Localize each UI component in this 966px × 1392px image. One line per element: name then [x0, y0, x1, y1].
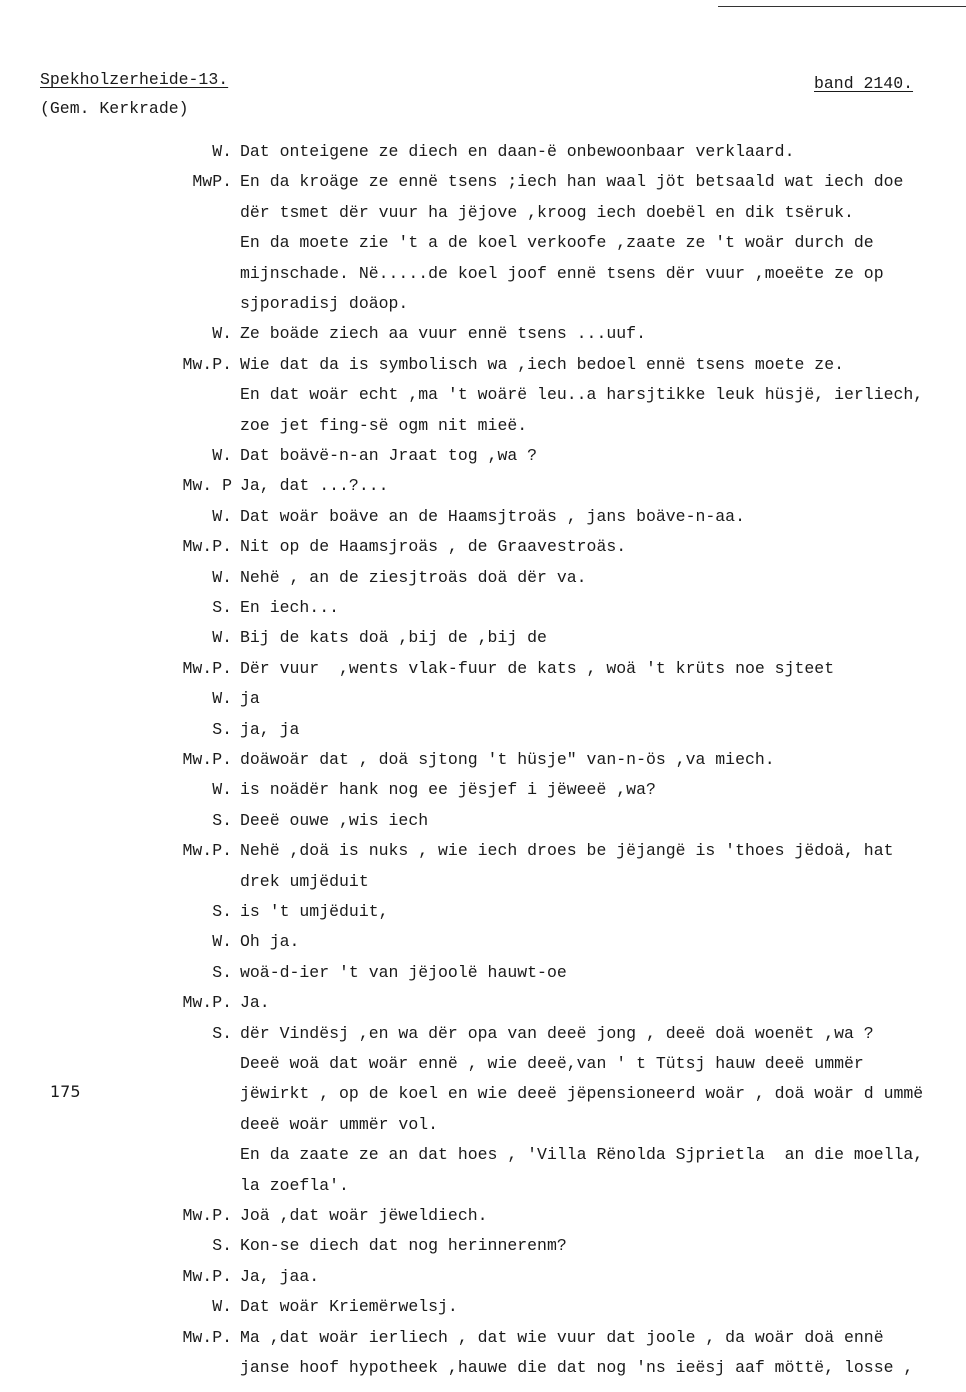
utterance-text: Deeë ouwe ,wis iech [240, 810, 429, 830]
utterance-text: Ja, jaa. [240, 1266, 320, 1286]
utterance-text: is noädër hank nog ee jësjef i jëweeë ,wa? [240, 780, 656, 800]
speaker-label: W. [212, 506, 232, 526]
transcript-line [0, 1022, 966, 1046]
speaker-label: Mw. P [182, 476, 232, 496]
utterance-text: la zoefla'. [240, 1175, 349, 1195]
transcript-line [0, 444, 966, 468]
transcript-line [0, 262, 966, 286]
document-title: Spekholzerheide-13. [40, 70, 229, 89]
speaker-label: W. [212, 932, 232, 952]
speaker-label: W. [212, 689, 232, 709]
transcript-line [0, 322, 966, 346]
transcript-line [0, 1265, 966, 1289]
transcript-line [0, 748, 966, 772]
transcript-line [0, 718, 966, 742]
speaker-label: Mw.P. [182, 1327, 232, 1347]
speaker-label: W. [212, 446, 232, 465]
utterance-text: dër tsmet dër vuur ha jëjove ,kroog iech doebël en dik tsëruk. [240, 202, 854, 222]
utterance-text: Dat boävë-n-an Jraat tog ,wa ? [240, 446, 538, 465]
transcript-line [0, 414, 966, 438]
utterance-text: Nit op de Haamsjroäs , de Graavestroäs. [240, 537, 627, 557]
transcript-line [0, 292, 966, 316]
transcript-line [0, 231, 966, 255]
utterance-text: Nehë ,doä is nuks , wie iech droes be jëjangë is 'thoes jëdoä, hat [240, 841, 894, 861]
transcript-line [0, 778, 966, 802]
speaker-label: Mw.P. [182, 1266, 232, 1286]
utterance-text: En da zaate ze an dat hoes , 'Villa Rënolda Sjprietla an die moella, [240, 1145, 924, 1165]
speaker-label: Mw.P. [182, 1206, 232, 1225]
speaker-label: Mw.P. [182, 841, 232, 861]
speaker-label: Mw.P. [182, 750, 232, 769]
top-rule [718, 6, 966, 7]
utterance-text: Ze boäde ziech aa vuur ennë tsens ...uuf. [240, 324, 646, 344]
speaker-label: Mw.P. [182, 658, 232, 678]
speaker-label: W. [212, 1297, 232, 1317]
utterance-text: jëwirkt , op de koel en wie deeë jëpensioneerd woär , doä woär d ummë [240, 1084, 924, 1104]
transcript-line [0, 1204, 966, 1228]
speaker-label: S. [212, 962, 232, 982]
speaker-label: W. [212, 628, 232, 648]
utterance-text: En da kroäge ze ennë tsens ;iech han waal jöt betsaald wat iech doe [240, 172, 904, 192]
utterance-text: Ma ,dat woär ierliech , dat wie vuur dat joole , da woär doä ennë [240, 1327, 884, 1347]
transcript-line [0, 535, 966, 559]
utterance-text: En iech... [240, 598, 340, 617]
transcript-line [0, 596, 966, 620]
band-number: band 2140. [814, 74, 914, 93]
margin-page-number: 175 [50, 1082, 81, 1101]
transcript-line [0, 566, 966, 590]
utterance-text: deeë woär ummër vol. [240, 1114, 439, 1134]
speaker-label: Mw.P. [182, 354, 232, 374]
speaker-label: Mw.P. [182, 537, 232, 557]
utterance-text: Dat woär Kriemërwelsj. [240, 1297, 458, 1317]
speaker-label: W. [212, 142, 232, 161]
transcript-line [0, 961, 966, 985]
transcript-line [0, 474, 966, 498]
utterance-text: Wie dat da is symbolisch wa ,iech bedoel ennë tsens moete ze. [240, 354, 844, 374]
utterance-text: Nehë , an de ziesjtroäs doä dër va. [240, 567, 587, 587]
transcript-line [0, 839, 966, 863]
utterance-text: is 't umjëduit, [240, 902, 389, 921]
transcript-line [0, 687, 966, 711]
utterance-text: Kon-se diech dat nog herinnerenm? [240, 1236, 567, 1256]
utterance-text: Deeë woä dat woär ennë , wie deeë,van ' t Tütsj hauw deeë ummër [240, 1054, 864, 1073]
speaker-label: W. [212, 780, 232, 800]
transcript-line [0, 170, 966, 194]
transcript-line [0, 1174, 966, 1198]
utterance-text: Oh ja. [240, 932, 300, 952]
transcript-line [0, 1082, 966, 1106]
speaker-label: S. [212, 598, 232, 617]
transcript-line [0, 1052, 966, 1076]
transcript-line [0, 930, 966, 954]
transcript-line [0, 991, 966, 1015]
utterance-text: zoe jet fing-së ogm nit mieë. [240, 415, 528, 435]
utterance-text: Ja, dat ...?... [240, 476, 389, 496]
utterance-text: En dat woär echt ,ma 't woärë leu..a harsjtikke leuk hüsjë, ierliech, [240, 385, 924, 405]
transcript-line [0, 201, 966, 225]
utterance-text: En da moete zie 't a de koel verkoofe ,zaate ze 't woär durch de [240, 233, 874, 253]
transcript-line [0, 1234, 966, 1258]
utterance-text: doäwoär dat , doä sjtong 't hüsje" van-n-ös ,va miech. [240, 750, 775, 769]
utterance-text: Ja. [240, 993, 270, 1013]
transcript-line [0, 1113, 966, 1137]
transcript-line [0, 505, 966, 529]
speaker-label: S. [212, 1236, 232, 1256]
utterance-text: janse hoof hypotheek ,hauwe die dat nog 'ns ieësj aaf möttë, losse , [240, 1358, 914, 1377]
utterance-text: woä-d-ier 't van jëjoolë hauwt-oe [240, 962, 567, 982]
utterance-text: Dër vuur ,wents vlak-fuur de kats , woä 't krüts noe sjteet [240, 658, 835, 678]
transcript-line [0, 626, 966, 650]
utterance-text: drek umjëduit [240, 871, 369, 891]
utterance-text: Bij de kats doä ,bij de ,bij de [240, 628, 547, 648]
speaker-label: S. [212, 719, 232, 739]
transcript-line [0, 870, 966, 894]
transcript-line [0, 900, 966, 924]
municipality-label: (Gem. Kerkrade) [40, 99, 189, 118]
transcript-line [0, 383, 966, 407]
utterance-text: sjporadisj doäop. [240, 294, 409, 313]
utterance-text: dër Vindësj ,en wa dër opa van deeë jong , deeë doä woenët ,wa ? [240, 1023, 874, 1043]
utterance-text: Joä ,dat woär jëweldiech. [240, 1206, 488, 1225]
transcript-line [0, 809, 966, 833]
utterance-text: Dat onteigene ze diech en daan-ë onbewoonbaar verklaard. [240, 142, 795, 161]
transcript-line [0, 1326, 966, 1350]
utterance-text: ja [240, 689, 260, 709]
speaker-label: S. [212, 902, 232, 921]
transcript-line [0, 1356, 966, 1380]
transcript-line [0, 657, 966, 681]
transcript-line [0, 353, 966, 377]
speaker-label: S. [212, 1023, 232, 1043]
transcript-line [0, 1143, 966, 1167]
utterance-text: mijnschade. Në.....de koel joof ennë tsens dër vuur ,moeëte ze op [240, 263, 884, 283]
utterance-text: ja, ja [240, 719, 300, 739]
transcript-line [0, 140, 966, 164]
utterance-text: Dat woär boäve an de Haamsjtroäs , jans boäve-n-aa. [240, 506, 745, 526]
speaker-label: S. [212, 810, 232, 830]
speaker-label: W. [212, 567, 232, 587]
speaker-label: W. [212, 324, 232, 344]
transcript-line [0, 1295, 966, 1319]
speaker-label: MwP. [192, 172, 232, 192]
speaker-label: Mw.P. [182, 993, 232, 1013]
